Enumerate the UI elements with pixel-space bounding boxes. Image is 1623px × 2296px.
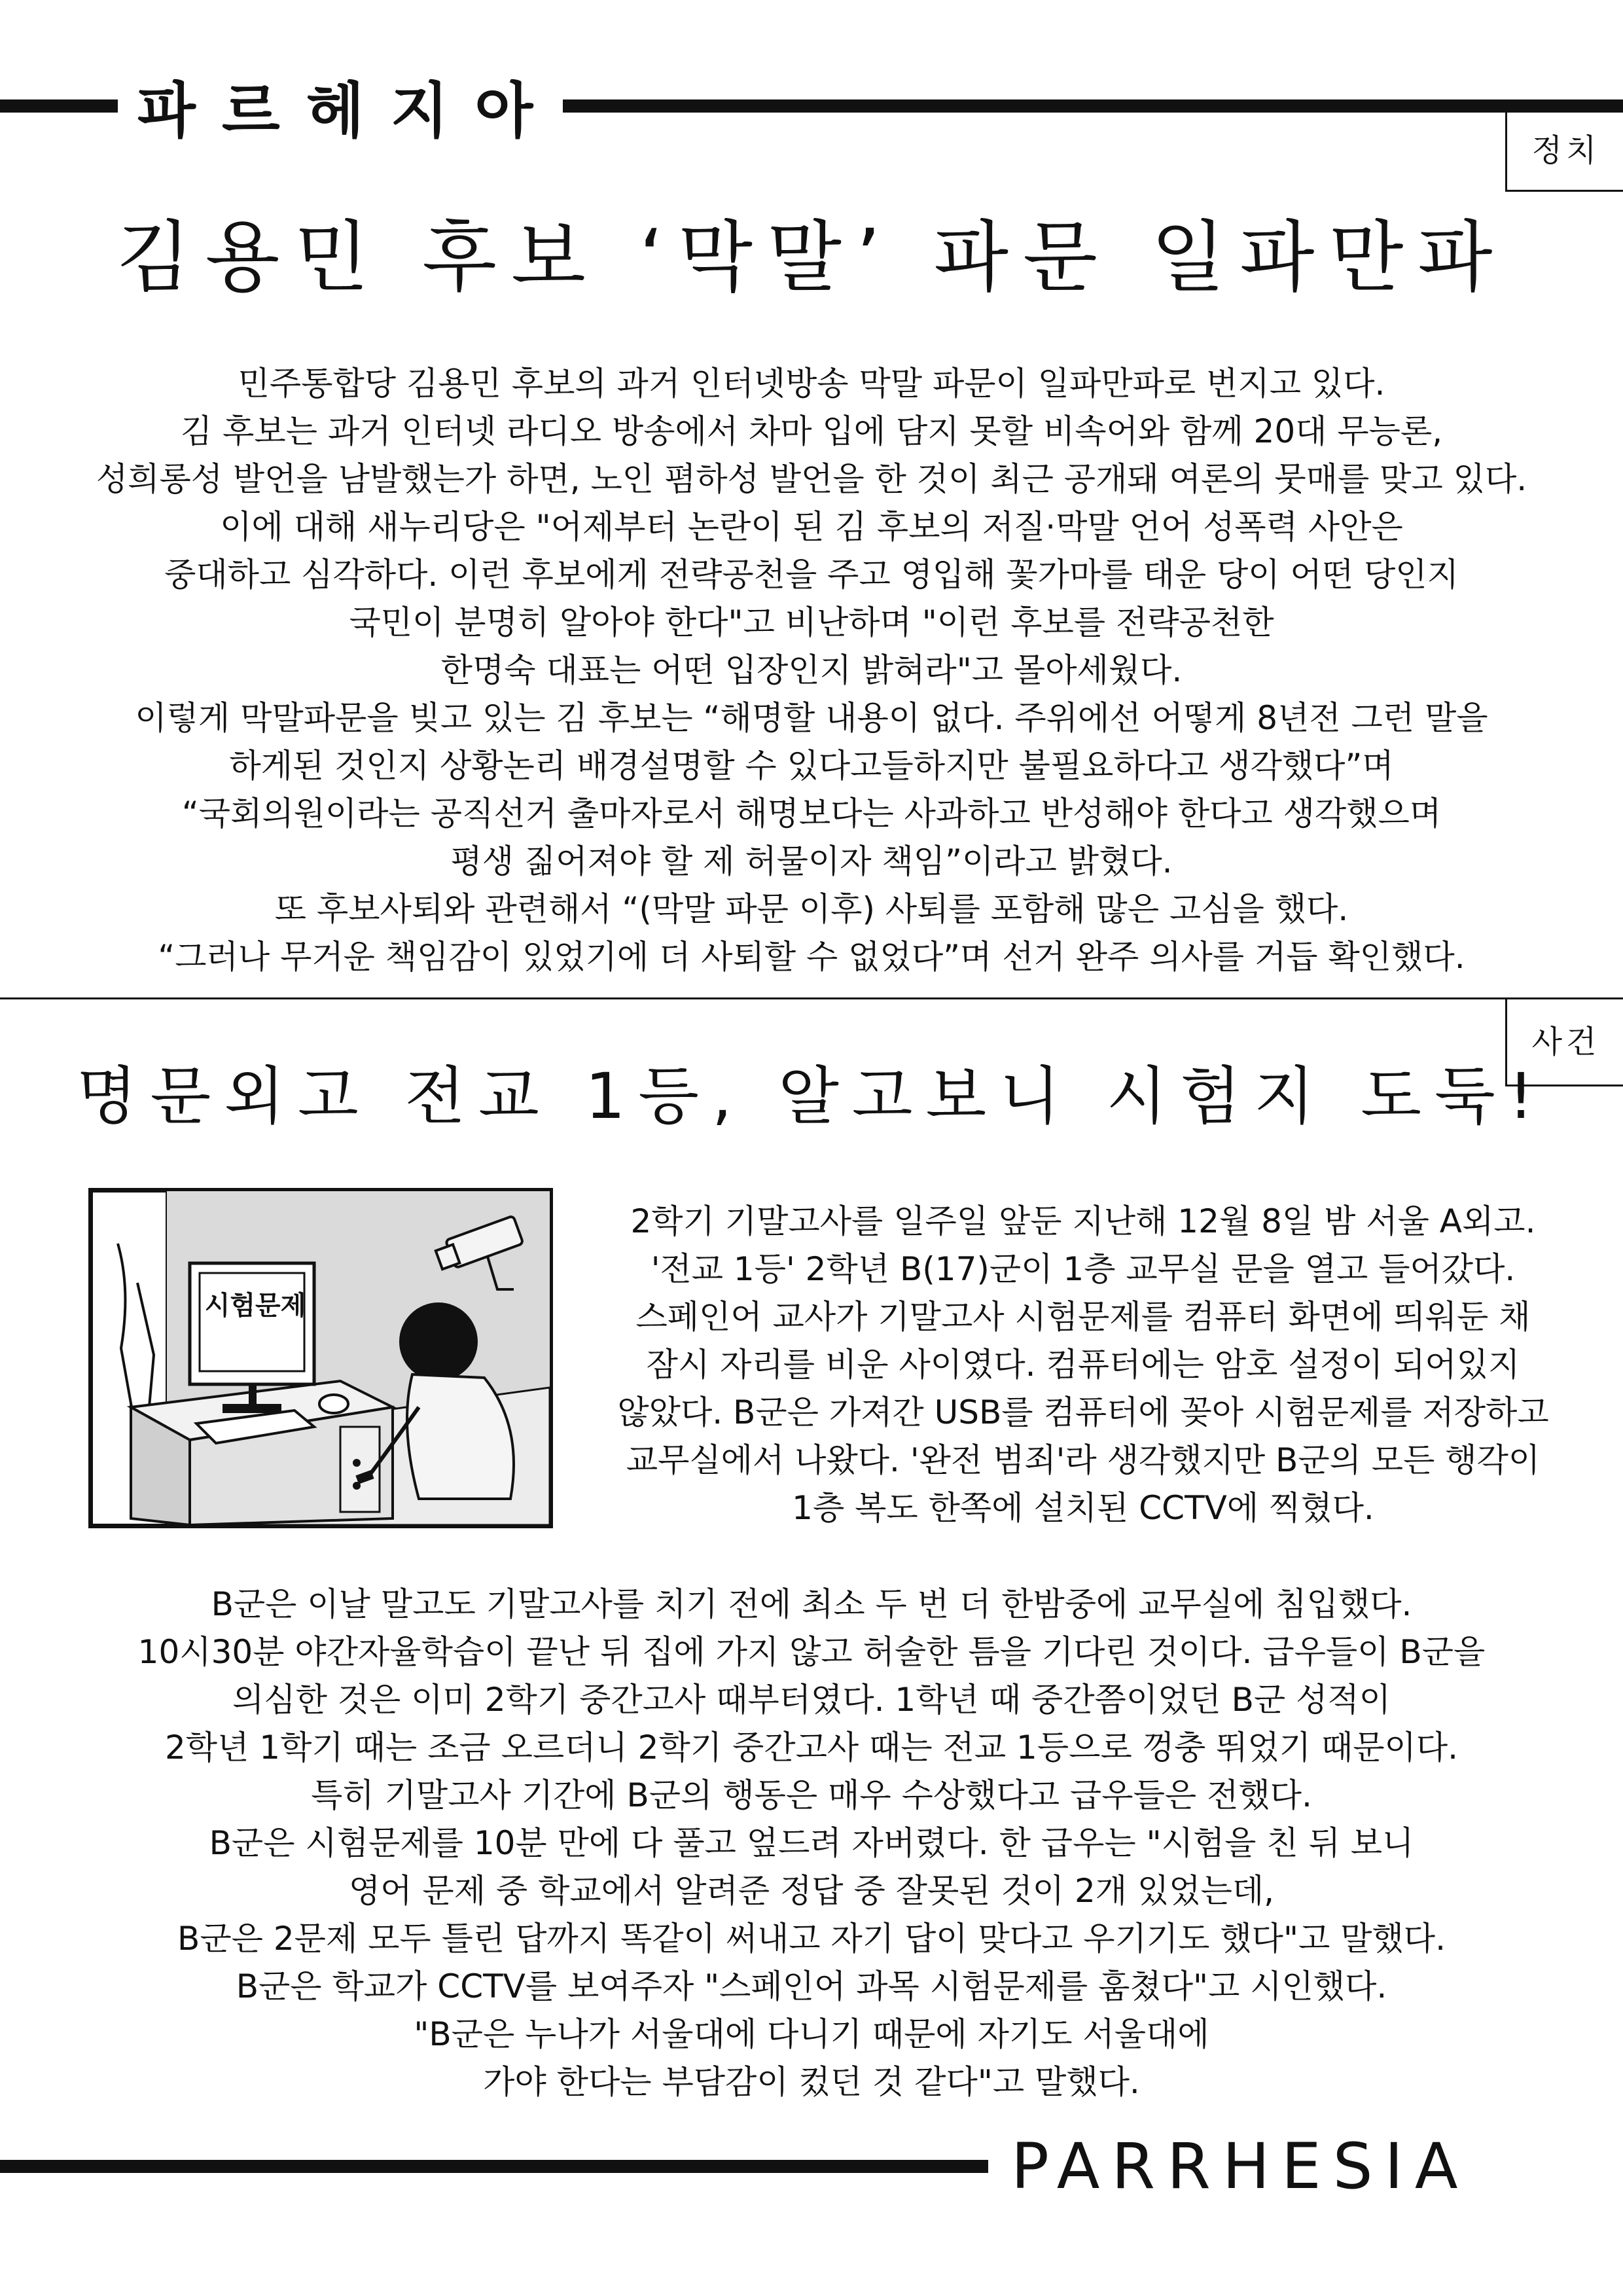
article-body bbox=[0, 360, 1623, 981]
article-headline: 명문외고 전교 1등, 알고보니 시험지 도둑! bbox=[76, 1060, 1547, 1133]
body-line: 또 후보사퇴와 관련해서 “(막말 파문 이후) 사퇴를 포함해 많은 고심을 했다. bbox=[274, 890, 1349, 928]
body-line: "B군은 누나가 서울대에 다니기 때문에 자기도 서울대에 bbox=[414, 2015, 1209, 2053]
body-line: 국민이 분명히 알아야 한다"고 비난하며 "이런 후보를 전략공천한 bbox=[349, 603, 1274, 641]
header-rule-right bbox=[563, 99, 1623, 113]
article-body bbox=[0, 1581, 1623, 2106]
cartoon-illustration bbox=[88, 1188, 553, 1528]
header-rule-left bbox=[0, 99, 118, 113]
body-line: '전교 1등' 2학년 B(17)군이 1층 교무실 문을 열고 들어갔다. bbox=[651, 1250, 1516, 1288]
body-line: 평생 짊어져야 할 제 허물이자 책임”이라고 밝혔다. bbox=[450, 842, 1173, 880]
body-line: 10시30분 야간자율학습이 끝난 뒤 집에 가지 않고 허술한 틈을 기다린 것이다. 급우들이 B군을 bbox=[137, 1633, 1486, 1671]
body-line: B군은 이날 말고도 기말고사를 치기 전에 최소 두 번 더 한밤중에 교무실에 침입했다. bbox=[211, 1585, 1412, 1623]
article-side-body bbox=[563, 1198, 1603, 1532]
body-line: 이에 대해 새누리당은 "어제부터 논란이 된 김 후보의 저질·막말 언어 성폭력 사안은 bbox=[220, 508, 1403, 546]
body-line: 교무실에서 나왔다. '완전 범죄'라 생각했지만 B군의 모든 행각이 bbox=[626, 1441, 1541, 1479]
body-line: “국회의원이라는 공직선거 출마자로서 해명보다는 사과하고 반성해야 한다고 생각했으며 bbox=[181, 795, 1442, 833]
section-tag-incident: 사건 bbox=[1505, 999, 1623, 1086]
article-headline: 김용민 후보 ‘막말’ 파문 일파만파 bbox=[116, 212, 1507, 302]
section-tag-politics: 정치 bbox=[1505, 111, 1623, 192]
body-line: 이렇게 막말파문을 빚고 있는 김 후보는 “해명할 내용이 없다. 주위에선 어떻게 8년전 그런 말을 bbox=[135, 699, 1488, 737]
body-line: 김 후보는 과거 인터넷 라디오 방송에서 차마 입에 담지 못할 비속어와 함께 20대 무능론, bbox=[180, 412, 1443, 450]
body-line: B군은 학교가 CCTV를 보여주자 "스페인어 과목 시험문제를 훔쳤다"고 시인했다. bbox=[236, 1967, 1387, 2005]
body-line: 2학기 기말고사를 일주일 앞둔 지난해 12월 8일 밤 서울 A외고. bbox=[630, 1202, 1536, 1240]
body-line: 한명숙 대표는 어떤 입장인지 밝혀라"고 몰아세웠다. bbox=[440, 651, 1183, 689]
section-divider bbox=[0, 997, 1623, 999]
body-line: 성희롱성 발언을 남발했는가 하면, 노인 폄하성 발언을 한 것이 최근 공개돼 여론의 뭇매를 맞고 있다. bbox=[96, 460, 1527, 498]
body-line: 의심한 것은 이미 2학기 중간고사 때부터였다. 1학년 때 중간쯤이었던 B군 성적이 bbox=[232, 1681, 1391, 1719]
body-line: 않았다. B군은 가져간 USB를 컴퓨터에 꽂아 시험문제를 저장하고 bbox=[617, 1393, 1549, 1431]
masthead-title: 파르헤지아 bbox=[137, 76, 560, 146]
body-line: 1층 복도 한쪽에 설치된 CCTV에 찍혔다. bbox=[792, 1489, 1374, 1527]
body-line: 하게된 것인지 상황논리 배경설명할 수 있다고들하지만 불필요하다고 생각했다”며 bbox=[229, 747, 1394, 785]
body-line: 2학년 1학기 때는 조금 오르더니 2학기 중간고사 때는 전교 1등으로 껑충 뛰었기 때문이다. bbox=[164, 1729, 1459, 1767]
body-line: “그러나 무거운 책임감이 있었기에 더 사퇴할 수 없었다”며 선거 완주 의사를 거듭 확인했다. bbox=[158, 938, 1465, 976]
body-line: 잠시 자리를 비운 사이였다. 컴퓨터에는 암호 설정이 되어있지 bbox=[646, 1346, 1520, 1384]
body-line: B군은 2문제 모두 틀린 답까지 똑같이 써내고 자기 답이 맞다고 우기기도 했다"고 말했다. bbox=[177, 1920, 1446, 1958]
body-line: 스페인어 교사가 기말고사 시험문제를 컴퓨터 화면에 띄워둔 채 bbox=[635, 1298, 1531, 1336]
body-line: 민주통합당 김용민 후보의 과거 인터넷방송 막말 파문이 일파만파로 번지고 있다. bbox=[238, 365, 1385, 403]
footer-rule bbox=[0, 2160, 988, 2173]
body-line: B군은 시험문제를 10분 만에 다 풀고 엎드려 자버렸다. 한 급우는 "시험을 친 뒤 보니 bbox=[209, 1824, 1414, 1862]
body-line: 특히 기말고사 기간에 B군의 행동은 매우 수상했다고 급우들은 전했다. bbox=[311, 1776, 1312, 1814]
body-line: 영어 문제 중 학교에서 알려준 정답 중 잘못된 것이 2개 있었는데, bbox=[348, 1872, 1275, 1910]
footer-brand: PARRHESIA bbox=[1011, 2130, 1470, 2203]
monitor-screen-text: 시험문제 bbox=[204, 1291, 306, 1321]
body-line: 가야 한다는 부담감이 컸던 것 같다"고 말했다. bbox=[483, 2063, 1140, 2101]
body-line: 중대하고 심각하다. 이런 후보에게 전략공천을 주고 영입해 꽃가마를 태운 당이 어떤 당인지 bbox=[164, 556, 1459, 594]
